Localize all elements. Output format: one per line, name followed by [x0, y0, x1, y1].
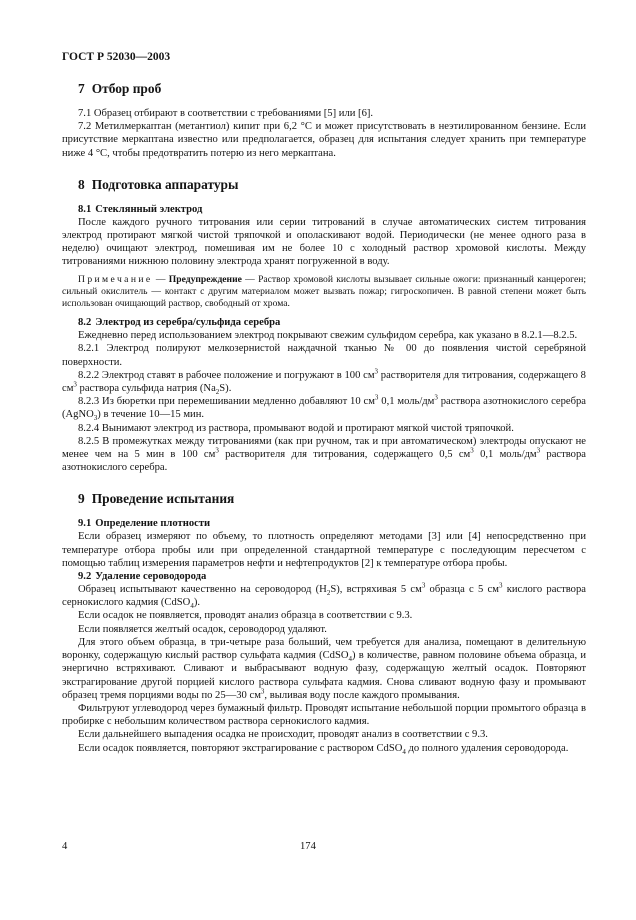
section-title: Подготовка аппаратуры — [91, 176, 239, 192]
section-8-heading — [78, 176, 586, 193]
page-content — [62, 74, 586, 755]
section-title: Отбор проб — [91, 81, 162, 96]
paragraph-7-2: 7.2 Метилмеркаптан (метантиол) кипит при 6,2 °С и может присутствовать в неэтилированном бензине. Если присутствие меркаптана известно или предполагается, образец для испытания следует хранить при температуре ниже 4 °С, чтобы предотвратить потерю из него меркаптана. — [62, 121, 586, 159]
subsection-8-1-heading — [78, 203, 586, 216]
section-number: 9 — [78, 491, 85, 507]
paragraph-8-2: Ежедневно перед использованием электрод покрывают свежим сульфидом серебра, как указано в 8.2.1—8.2.5. — [78, 330, 578, 342]
subsection-8-2-heading — [78, 316, 586, 329]
subsection-title: Электрод из серебра/сульфида серебра — [95, 317, 281, 329]
subsection-title: Определение плотности — [95, 518, 211, 530]
section-number: 8 — [78, 176, 85, 192]
subsection-number: 8.1 — [78, 203, 92, 215]
paragraph-8-2-3: 8.2.3 Из бюретки при перемешивании медленно добавляют 10 $см^3$ 0,1 моль/$дм^3$ раствора азотнокислого серебра (AgNO$_3$) в течение 10—15 мин. — [62, 393, 586, 423]
subsection-number: 9.2 — [78, 571, 92, 583]
subsection-9-1-heading — [78, 517, 586, 530]
warning-label: Предупреждение — [168, 273, 242, 285]
section-7-heading — [78, 80, 586, 97]
paragraph-9-2-7: Если осадок появляется, повторяют экстрагирование с раствором CdSO$_4$ до полного удаления сероводорода. — [78, 742, 569, 756]
paragraph-9-2-2: Если осадок не появляется, проводят анализ образца в соответствии с 9.3. — [78, 610, 413, 622]
section-number: 7 — [78, 81, 85, 96]
paragraph-8-2-2: 8.2.2 Электрод ставят в рабочее положение и погружают в 100 $см^3$ растворителя для титрования, содержащего 8 $см^3$ раствора сульфида натрия $(Na_2S)$. — [62, 367, 586, 397]
paragraph-8-2-4: 8.2.4 Вынимают электрод из раствора, промывают водой и протирают мягкой чистой тряпочкой. — [78, 422, 514, 434]
paragraph-9-2-3: Если появляется желтый осадок, сероводород удаляют. — [78, 623, 327, 635]
paragraph-9-2-6: Если дальнейшего выпадения осадка не происходит, проводят анализ в соответствии с 9.3. — [78, 729, 488, 741]
subsection-title: Удаление сероводорода — [95, 571, 207, 583]
note-label: Примечание — [78, 273, 153, 285]
paragraph-9-1: Если образец измеряют по объему, то плотность определяют методами [3] или [4] непосредственно при температуре отбора пробы или при определенной стандартной температуре с последующим пересчетом с помощью таблиц измерения параметров нефти и нефтепродуктов [2] к температуре отбора пробы. — [62, 531, 586, 569]
subsection-number: 8.2 — [78, 317, 92, 329]
paragraph-7-1: 7.1 Образец отбирают в соответствии с требованиями [5] или [6]. — [78, 108, 374, 119]
paragraph-8-2-1: 8.2.1 Электрод полируют мелкозернистой наждачной тканью № 00 до появления чистой серебряной поверхности. — [62, 343, 586, 368]
subsection-number: 9.1 — [78, 518, 92, 530]
section-title: Проведение испытания — [91, 491, 235, 507]
paragraph-9-2-4: Для этого объем образца, в три-четыре раза больший, чем требуется для анализа, помещают в делительную воронку, содержащую кислый раствор сульфата кадмия (CdSO$_4$) в количестве, равном половине объема образца, и энергично встряхивают. Сливают и выбрасывают водную фазу, содержащую желтый осадок. Повторяют экстрагирование другой порцией кислого раствора сульфата кадмия. Снова сливают водную фазу и промывают образец тремя порциями воды по 25—30 $см^3$, выливая воду после каждого промывания. — [62, 636, 587, 701]
subsection-9-2-heading — [78, 570, 586, 583]
section-9-heading — [78, 490, 586, 507]
standard-header: ГОСТ Р 52030—2003 — [62, 51, 171, 63]
note-text: — Раствор хромовой кислоты вызывает сильные ожоги: признанный канцероген; сильный окислитель — контакт с другим материалом может вызвать пожар; гигроскопичен. В равной степени может быть использован очищающий раствор, свободный от хрома. — [62, 273, 586, 310]
paragraph-8-1: После каждого ручного титрования или серии титрований в случае автоматических систем титрования электрод протирают мягкой чистой тряпочкой и ополаскивают водой. Периодически (не менее одного раза в неделю) очищают электрод, помешивая им не более 10 с холодный раствор хромовой кислоты. Между титрованиями нижнюю половину электрода хранят погруженной в воду. — [62, 216, 586, 268]
paragraph-9-2-1: Образец испытывают качественно на сероводород $(H_2S)$, встряхивая 5 $см^3$ образца с 5 $см^3$ кислого раствора сернокислого кадмия (CdSO$_4$). — [62, 581, 586, 611]
paragraph-8-2-5: 8.2.5 В промежутках между титрованиями (как при ручном, так и при автоматическом) электроды опускают не менее чем на 5 мин в 100 $см^3$ растворителя для титрования, содержащего 0,5 $см^3$ 0,1 моль/$дм^3$ раствора азотнокислого серебра. — [62, 435, 586, 474]
paragraph-9-2-5: Фильтруют углеводород через бумажный фильтр. Проводят испытание небольшой порции промытого образца в пробирке с небольшим количеством раствора сернокислого кадмия. — [62, 702, 586, 728]
warning-note: Примечание — Предупреждение — Раствор хромовой кислоты вызывает сильные ожоги: признанный канцероген; сильный окислитель — контакт с другим материалом может вызвать пожар; гигроскопичен. В равной степени может быть использован очищающий раствор, свободный от хрома. — [62, 273, 586, 310]
page-number: 174 — [300, 841, 316, 852]
subsection-title: Стеклянный электрод — [95, 203, 203, 215]
footer-left-number: 4 — [62, 841, 68, 852]
